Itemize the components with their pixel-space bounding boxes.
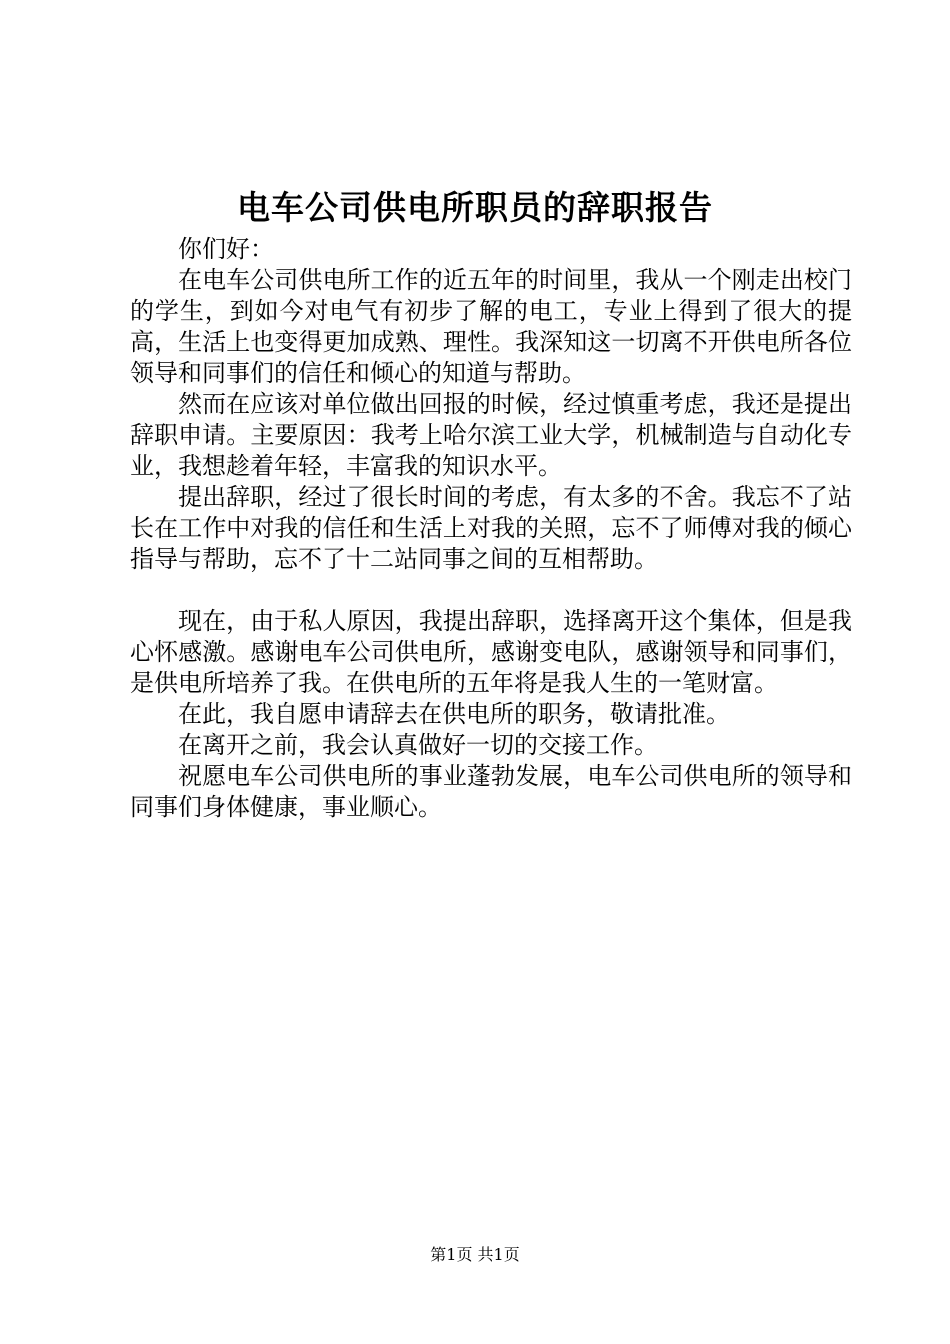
paragraph-7: 祝愿电车公司供电所的事业蓬勃发展，电车公司供电所的领导和同事们身体健康，事业顺心。 [130, 762, 852, 821]
greeting: 你们好： [178, 235, 274, 263]
document-title: 电车公司供电所职员的辞职报告 [237, 188, 713, 227]
paragraph-4: 现在，由于私人原因，我提出辞职，选择离开这个集体，但是我心怀感激。感谢电车公司供电所，感谢变电队，感谢领导和同事们，是供电所培养了我。在供电所的五年将是我人生的一笔财富。 [130, 607, 852, 697]
paragraph-2: 然而在应该对单位做出回报的时候，经过慎重考虑，我还是提出辞职申请。主要原因：我考上哈尔滨工业大学，机械制造与自动化专业，我想趁着年轻，丰富我的知识水平。 [130, 390, 852, 480]
page-number-footer: 第1页 共1页 [430, 1245, 520, 1264]
paragraph-6: 在离开之前，我会认真做好一切的交接工作。 [178, 731, 658, 759]
document-body [130, 234, 852, 823]
paragraph-5: 在此，我自愿申请辞去在供电所的职务，敬请批准。 [178, 700, 730, 728]
paragraph-1: 在电车公司供电所工作的近五年的时间里，我从一个刚走出校门的学生，到如今对电气有初步了解的电工，专业上得到了很大的提高，生活上也变得更加成熟、理性。我深知这一切离不开供电所各位领导和同事们的信任和倾心的知道与帮助。 [130, 266, 852, 387]
paragraph-3: 提出辞职，经过了很长时间的考虑，有太多的不舍。我忘不了站长在工作中对我的信任和生活上对我的关照，忘不了师傅对我的倾心指导与帮助，忘不了十二站同事之间的互相帮助。 [130, 483, 852, 573]
